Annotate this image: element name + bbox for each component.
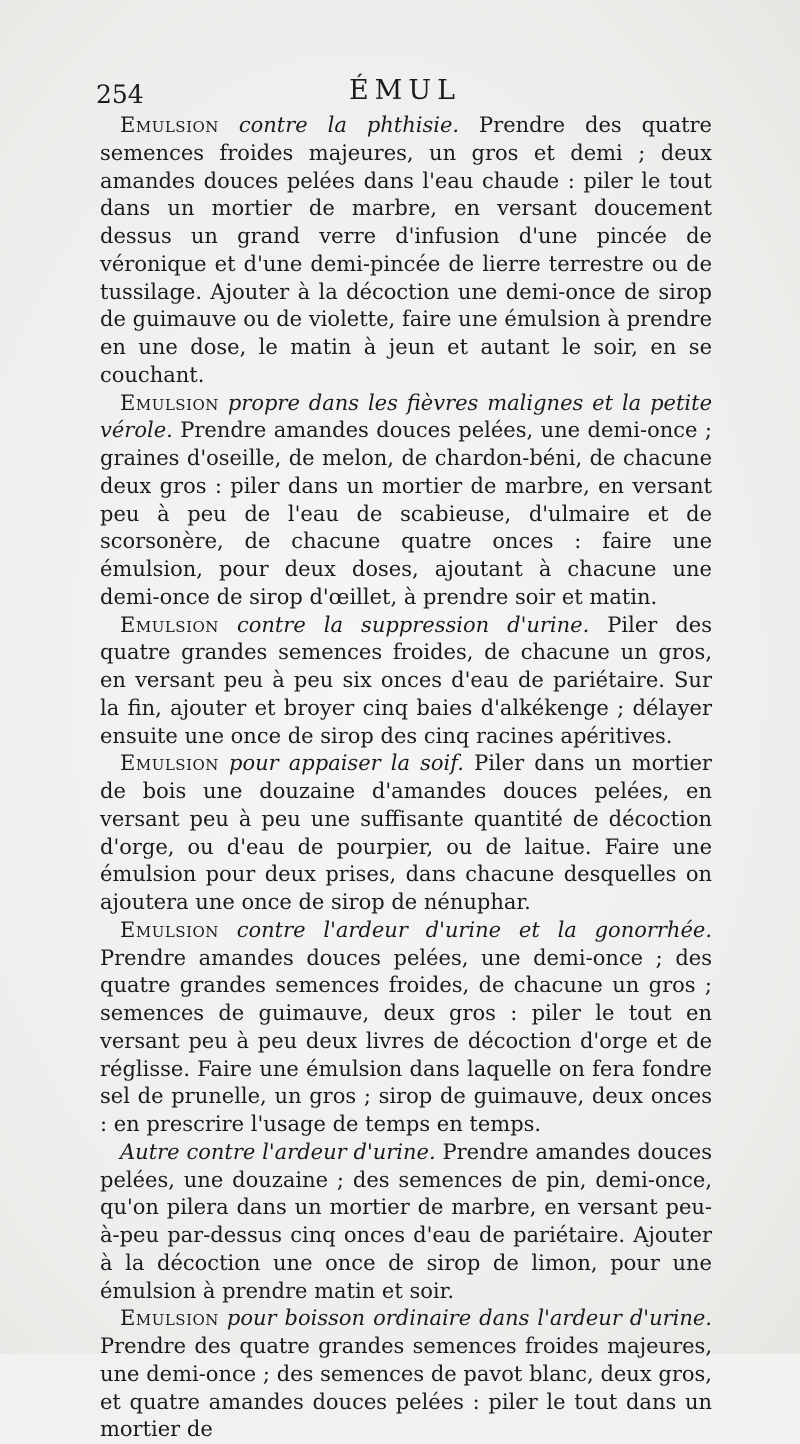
text-body <box>100 112 712 1444</box>
entry-emulsion-suppression <box>100 612 712 751</box>
entry-subject: Autre contre l'ardeur d'urine. <box>120 1139 436 1164</box>
page-number: 254 <box>96 80 144 109</box>
entry-body: Prendre amandes douces pelées, une demi-once ; graines d'oseille, de melon, de chardon-béni, de chacune deux gros : piler dans un mortier de marbre, en versant peu à peu de l'eau de scabieuse, d'ulmaire et de scorsonère, de chacune quatre onces : faire une émulsion, pour deux doses, ajoutant à chacune une demi-once de sirop d'œillet, à prendre soir et matin. <box>100 418 712 609</box>
entry-head: Emulsion <box>120 612 219 637</box>
entry-body: Prendre amandes douces pelées, une demi-once ; des quatre grandes semences froides, de chacune un gros ; semences de guimauve, deux gros : piler le tout en versant peu à peu deux livres de décoction d'orge et de réglisse. Faire une émulsion dans laquelle on fera fondre sel de prunelle, un gros ; sirop de guimauve, deux onces : en prescrire l'usage de temps en temps. <box>100 945 712 1136</box>
entry-body: Prendre des quatre semences froides majeures, un gros et demi ; deux amandes douces pelées dans l'eau chaude : piler le tout dans un mortier de marbre, en versant doucement dessus un grand verre d'infusion d'une pincée de véronique et d'une demi-pincée de lierre terrestre ou de tussilage. Ajouter à la décoction une demi-once de sirop de guimauve ou de violette, faire une émulsion à prendre en une dose, le matin à jeun et autant le soir, en se couchant. <box>100 113 712 387</box>
entry-subject: contre la phthisie. <box>238 113 460 137</box>
entry-autre-ardeur <box>100 1139 712 1306</box>
entry-subject: contre l'ardeur d'urine et la gonorrhée. <box>236 917 712 942</box>
entry-body: Piler dans un mortier de bois une douzaine d'amandes douces pelées, en versant peu à peu une suffisante quantité de décoction d'orge, ou d'eau de pourpier, ou de laitue. Faire une émulsion pour deux prises, dans chacune desquelles on ajoutera une once de sirop de nénuphar. <box>100 751 712 914</box>
entry-subject: propre dans les fièvres malignes et la petite vérole. <box>100 390 712 443</box>
entry-emulsion-boisson <box>100 1305 712 1444</box>
entry-subject: contre la suppression d'urine. <box>236 612 590 637</box>
entry-emulsion-fievres <box>100 390 712 612</box>
entry-subject: pour appaiser la soif. <box>229 751 464 776</box>
entry-head: Emulsion <box>120 113 219 137</box>
entry-head: Emulsion <box>120 917 219 942</box>
entry-emulsion-phthisie <box>100 112 712 390</box>
entry-head: Emulsion <box>120 751 219 776</box>
entry-head: Emulsion <box>120 390 219 415</box>
entry-body: Prendre amandes douces pelées, une douzaine ; des semences de pin, demi-once, qu'on pilera dans un mortier de marbre, en versant peu-à-peu par-dessus cinq onces d'eau de pariétaire. Ajouter à la décoction une once de sirop de limon, pour une émulsion à prendre matin et soir. <box>100 1139 712 1303</box>
entry-emulsion-ardeur-gonorrhee <box>100 917 712 1139</box>
entry-body: Prendre des quatre grandes semences froides majeures, une demi-once ; des semences de pavot blanc, deux gros, et quatre amandes douces pelées : piler le tout dans un mortier de <box>100 1334 712 1442</box>
entry-emulsion-soif <box>100 750 712 917</box>
running-head: ÉMUL <box>348 75 462 106</box>
entry-subject: pour boisson ordinaire dans l'ardeur d'urine. <box>226 1306 712 1331</box>
entry-head: Emulsion <box>120 1306 219 1331</box>
entry-body: Piler des quatre grandes semences froides, de chacune un gros, en versant peu à peu six onces d'eau de pariétaire. Sur la fin, ajouter et broyer cinq baies d'alkékenge ; délayer ensuite une once de sirop des cinq racines apéritives. <box>100 612 712 748</box>
